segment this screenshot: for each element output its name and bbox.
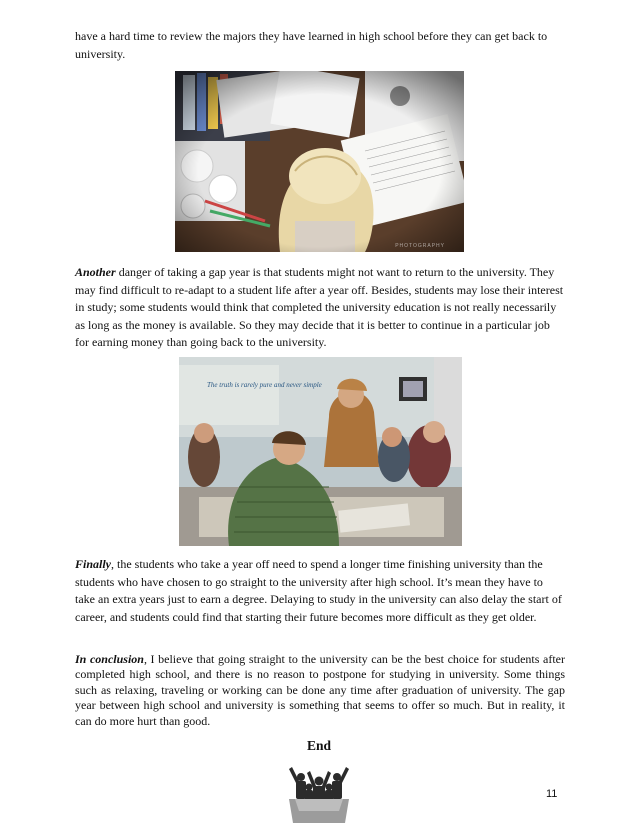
paragraph-continuation: have a hard time to review the majors they have learned in high school before they can get back to university. bbox=[75, 29, 548, 61]
photo-classroom bbox=[179, 357, 462, 546]
board-text: The truth is rarely pure and never simple bbox=[207, 381, 322, 389]
page-number: 11 bbox=[546, 788, 558, 800]
classroom-illustration bbox=[179, 357, 462, 546]
graduates-celebrating-icon bbox=[287, 761, 351, 823]
photo-watermark: PHOTOGRAPHY bbox=[395, 243, 445, 249]
paragraph-conclusion: In conclusion, I believe that going straight to the university can be the best choice for students after completed high school, and there is no reason to postpone for studying in university. Some things such as relaxing, traveling or working can be done any time after graduation of university. The gap year between high school and university is something that seems to offer so much. But in reality, it can do more hurt than good. bbox=[75, 652, 565, 728]
photo-student-studying bbox=[175, 71, 464, 252]
paragraph-finally: Finally, the students who take a year off need to spend a longer time finishing university than the students who have chosen to go straight to the university after high school. It’s mean they have to take an extra years just to earn a degree. Delaying to study in the university can also delay the start of career, and students could find that starting their future becomes more difficult as they get older. bbox=[75, 557, 562, 624]
paragraph-another: Another danger of taking a gap year is that students might not want to return to the university. They may find difficult to re-adapt to a student life after a year off. Besides, students may lose their interest in study; some students would think that completed the university education is not really necessarily as long as the money is available. So they may decide that it is better to continue in a particular job for earning money than going back to the university. bbox=[75, 265, 564, 350]
end-label: End bbox=[306, 738, 332, 753]
study-desk-illustration bbox=[175, 71, 464, 252]
